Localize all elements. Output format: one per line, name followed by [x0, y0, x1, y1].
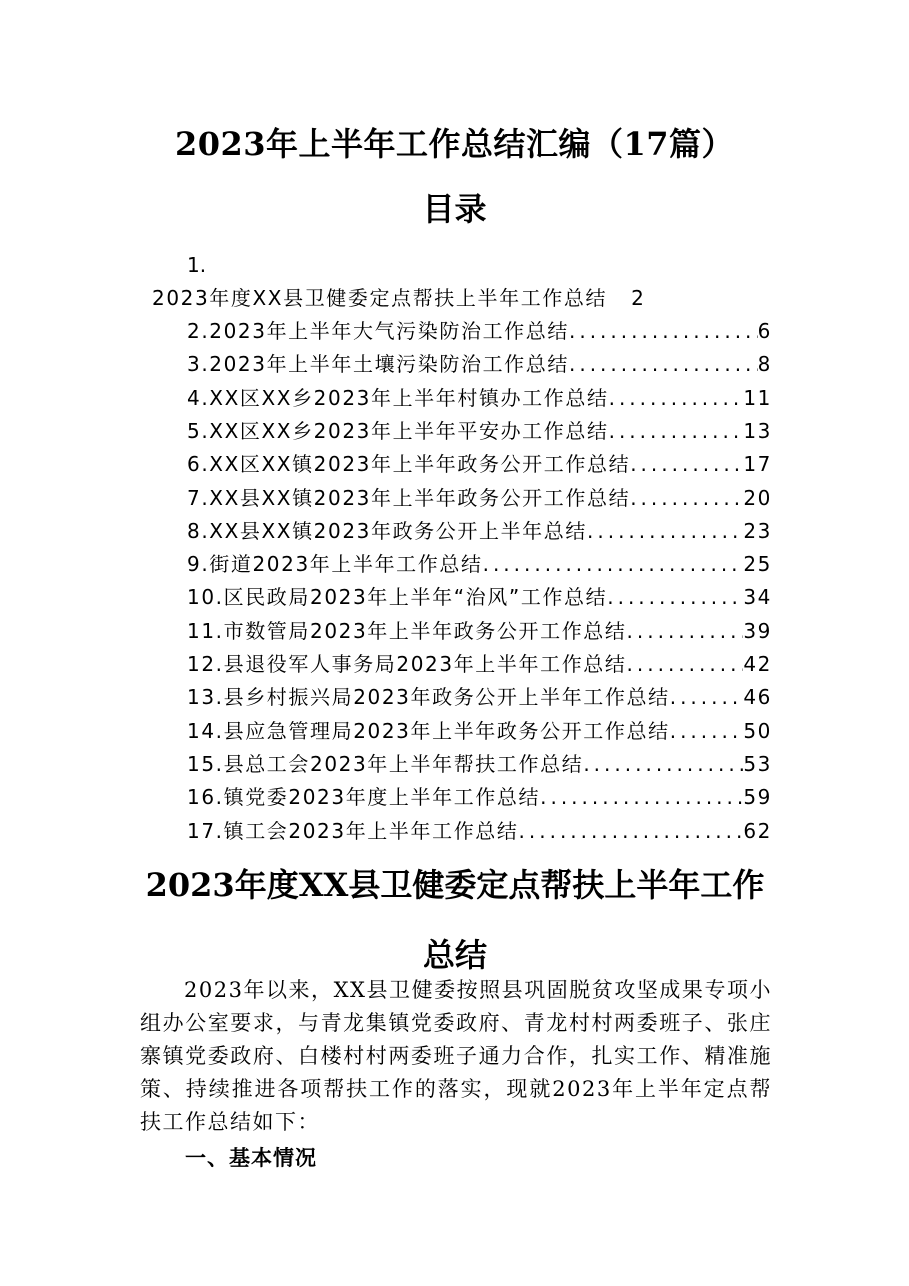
toc-item-text: 5.XX区XX乡2023年上半年平安办工作总结: [187, 418, 609, 443]
toc-dot-leader: [540, 782, 743, 812]
toc-dot-leader: [670, 682, 744, 712]
toc-item-text: 11.市数管局2023年上半年政务公开工作总结: [187, 618, 627, 643]
toc-item-2[interactable]: [187, 316, 772, 346]
toc-item-text: 8.XX县XX镇2023年政务公开上半年总结: [187, 518, 587, 543]
toc-item-page: 53: [743, 751, 772, 776]
toc-item-text: 13.县乡村振兴局2023年政务公开上半年工作总结: [187, 685, 670, 710]
toc-item-page: 42: [743, 652, 772, 676]
toc-dot-leader: [609, 416, 744, 446]
toc-item-text: 14.县应急管理局2023年上半年政务公开工作总结: [187, 718, 670, 743]
toc-item-page: 50: [743, 718, 772, 743]
toc-item-10[interactable]: [187, 582, 772, 612]
toc-item-text: 2.2023年上半年大气污染防治工作总结: [187, 319, 569, 343]
toc-item-14[interactable]: [187, 716, 772, 746]
toc-item-16[interactable]: [187, 782, 772, 812]
toc-item-page: 62: [743, 818, 772, 843]
toc-item-text: 3.2023年上半年土壤污染防治工作总结: [187, 352, 569, 377]
toc-item-page: 8: [757, 352, 772, 377]
toc-item-1-page: 2: [631, 286, 646, 310]
toc-item-text: 9.街道2023年上半年工作总结: [187, 552, 483, 577]
toc-dot-leader: [583, 749, 743, 779]
toc-item-text: 17.镇工会2023年上半年工作总结: [187, 818, 519, 843]
toc-item-page: 23: [743, 518, 772, 543]
toc-dot-leader: [569, 349, 758, 379]
toc-item-page: 20: [743, 485, 772, 510]
toc-dot-leader: [627, 649, 744, 679]
toc-dot-leader: [630, 449, 743, 479]
toc-item-11[interactable]: [187, 616, 772, 646]
toc-item-page: 6: [757, 319, 772, 343]
toc-item-text: 10.区民政局2023年上半年“治风”工作总结: [187, 585, 608, 610]
toc-item-1-text: 2023年度XX县卫健委定点帮扶上半年工作总结: [152, 286, 608, 310]
toc-dot-leader: [483, 549, 744, 579]
toc-item-17[interactable]: [187, 816, 772, 846]
toc-dot-leader: [609, 383, 744, 413]
toc-dot-leader: [630, 483, 743, 513]
toc-item-page: 34: [743, 585, 772, 610]
toc-item-page: 13: [743, 418, 772, 443]
toc-item-page: 39: [743, 618, 772, 643]
toc-item-page: 11: [743, 385, 772, 410]
article-title: 2023年度XX县卫健委定点帮扶上半年工作总结: [145, 866, 765, 974]
toc-item-6[interactable]: [187, 449, 772, 479]
toc-dot-leader: [587, 516, 743, 546]
toc-dot-leader: [627, 616, 744, 646]
toc-dot-leader: [569, 316, 758, 346]
toc-item-text: 6.XX区XX镇2023年上半年政务公开工作总结: [187, 452, 631, 477]
toc-item-text: 7.XX县XX镇2023年上半年政务公开工作总结: [187, 485, 631, 510]
document-title: 2023年上半年工作总结汇编（17篇）: [174, 125, 735, 163]
toc-item-3[interactable]: [187, 349, 772, 379]
article-paragraph: 2023年以来，XX县卫健委按照县巩固脱贫攻坚成果专项小组办公室要求，与青龙集镇党委政府、青龙村村两委班子、张庄寨镇党委政府、白楼村村两委班子通力合作，扎实工作、精准施策、持续推进各项帮扶工作的落实，现就2023年上半年定点帮扶工作总结如下：: [140, 978, 772, 1134]
section-heading: 一、基本情况: [185, 1146, 317, 1170]
toc-dot-leader: [670, 716, 744, 746]
toc-item-page: 59: [743, 785, 772, 810]
toc-item-page: 17: [743, 452, 772, 477]
toc-dot-leader: [607, 582, 743, 612]
toc-item-12[interactable]: [187, 649, 772, 679]
toc-item-text: 12.县退役军人事务局2023年上半年工作总结: [187, 652, 627, 676]
toc-dot-leader: [519, 816, 744, 846]
toc-item-page: 46: [743, 685, 772, 710]
toc-item-8[interactable]: [187, 516, 772, 546]
toc-heading: 目录: [422, 190, 487, 228]
toc-item-7[interactable]: [187, 483, 772, 513]
toc-item-4[interactable]: [187, 383, 772, 413]
toc-item-15[interactable]: [187, 749, 772, 779]
toc-item-text: 4.XX区XX乡2023年上半年村镇办工作总结: [187, 385, 609, 410]
toc-item-13[interactable]: [187, 682, 772, 712]
toc-item-text: 15.县总工会2023年上半年帮扶工作总结: [187, 751, 584, 776]
toc-item-5[interactable]: [187, 416, 772, 446]
toc-item-9[interactable]: [187, 549, 772, 579]
toc-item-1-number[interactable]: 1.: [187, 253, 207, 277]
toc-item-1[interactable]: [152, 283, 645, 313]
toc-item-text: 16.镇党委2023年度上半年工作总结: [187, 785, 541, 810]
toc-item-page: 25: [743, 552, 772, 577]
